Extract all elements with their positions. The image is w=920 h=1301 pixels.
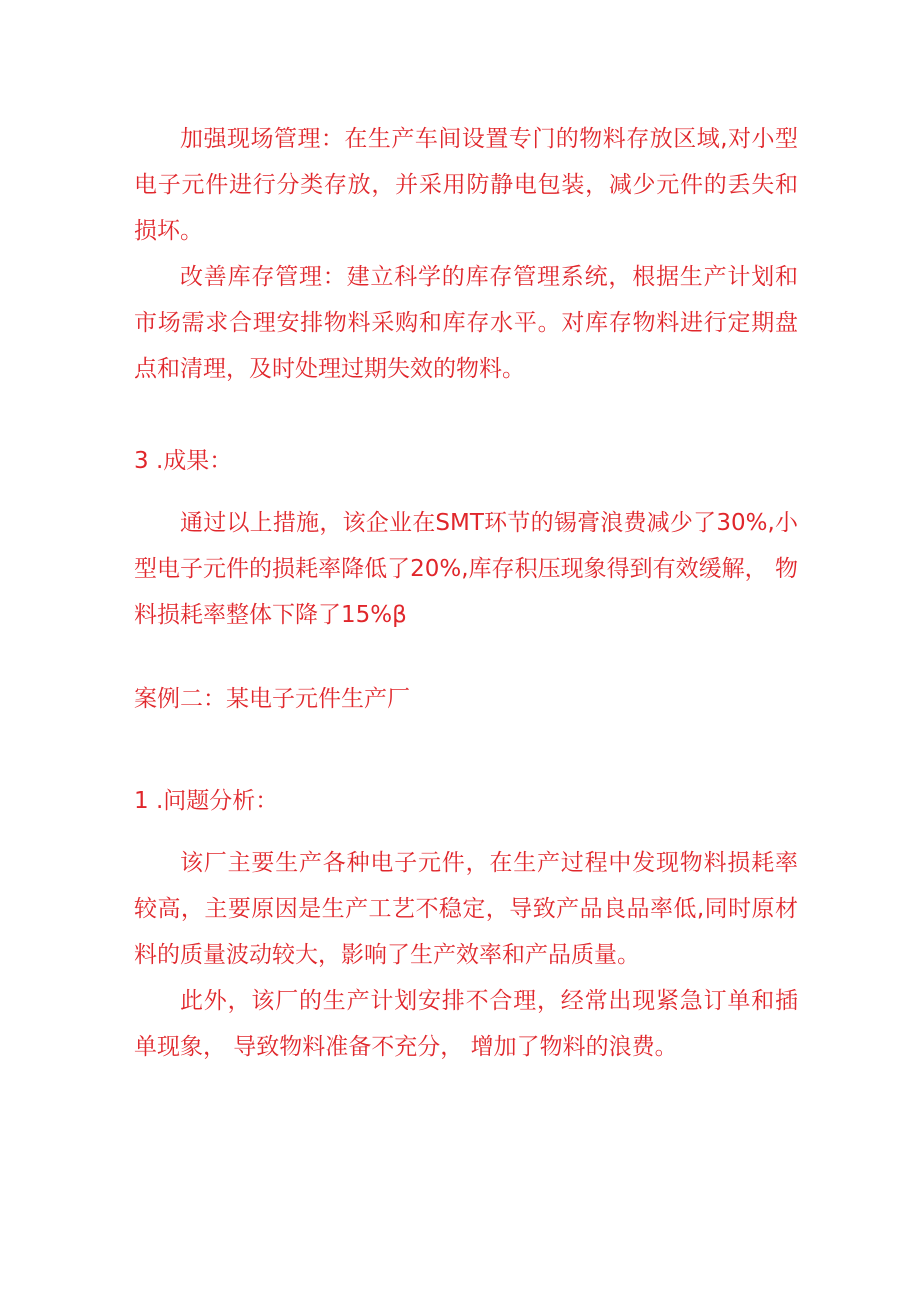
paragraph-problem-analysis: 该厂主要生产各种电子元件，在生产过程中发现物料损耗率较高，主要原因是生产工艺不稳定，导致产品良品率低,同时原材料的质量波动较大，影响了生产效率和产品质量。 [134,850,798,968]
problem-analysis-heading: 1 .问题分析： [134,788,279,814]
paragraph-planning-issues: 此外，该厂的生产计划安排不合理，经常出现紧急订单和插单现象， 导致物料准备不充分， 增加了物料的浪费。 [134,988,798,1060]
document-body [134,116,798,1070]
case-two-title: 案例二：某电子元件生产厂 [134,686,410,712]
paragraph-results: 通过以上措施，该企业在SMT环节的锡膏浪费减少了30%,小型电子元件的损耗率降低了20%,库存积压现象得到有效缓解， 物料损耗率整体下降了15%β [134,510,798,628]
paragraph-inventory-management: 改善库存管理：建立科学的库存管理系统，根据生产计划和市场需求合理安排物料采购和库存水平。对库存物料进行定期盘点和清理，及时处理过期失效的物料。 [134,264,798,382]
paragraph-site-management: 加强现场管理：在生产车间设置专门的物料存放区域,对小型电子元件进行分类存放，并采用防静电包装，减少元件的丢失和损坏。 [134,126,798,244]
results-heading: 3 .成果： [134,448,233,474]
